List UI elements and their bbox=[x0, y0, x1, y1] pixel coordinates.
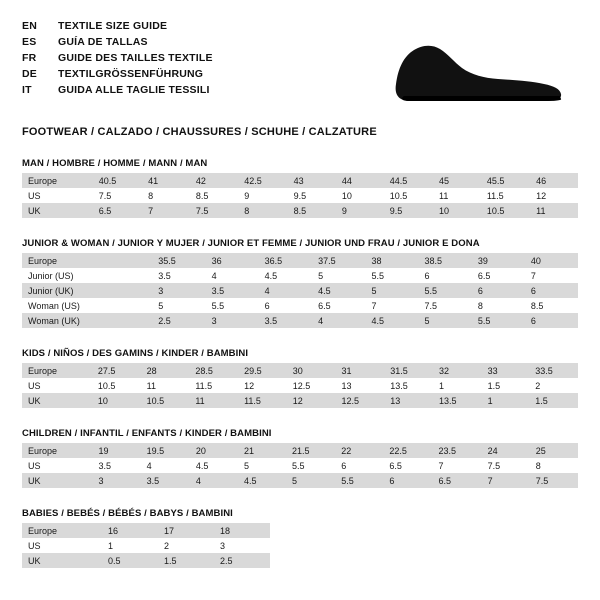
size-cell: 1.5 bbox=[529, 393, 578, 408]
size-cell: 4.5 bbox=[238, 473, 286, 488]
size-cell: 5 bbox=[286, 473, 335, 488]
size-cell: 7 bbox=[365, 298, 418, 313]
size-cell bbox=[100, 268, 152, 283]
size-cell: 6.5 bbox=[312, 298, 365, 313]
size-cell: 4 bbox=[206, 268, 259, 283]
row-label: Europe bbox=[22, 173, 93, 188]
size-cell: 19.5 bbox=[141, 443, 190, 458]
table-row bbox=[22, 173, 578, 188]
size-cell: 6.5 bbox=[433, 473, 482, 488]
table-row bbox=[22, 553, 270, 568]
size-cell: 1.5 bbox=[158, 553, 214, 568]
size-cell: 11 bbox=[141, 378, 190, 393]
size-cell: 22 bbox=[335, 443, 383, 458]
table-row bbox=[22, 538, 270, 553]
section-title: CHILDREN / INFANTIL / ENFANTS / KINDER / BAMBINI bbox=[22, 428, 272, 439]
size-cell: 41 bbox=[142, 173, 190, 188]
size-cell bbox=[100, 253, 152, 268]
language-code: IT bbox=[22, 84, 32, 96]
size-cell: 8 bbox=[238, 203, 287, 218]
row-label: US bbox=[22, 458, 93, 473]
language-title: GUIDE DES TAILLES TEXTILE bbox=[58, 52, 213, 64]
size-table bbox=[22, 173, 578, 218]
size-cell: 18 bbox=[214, 523, 270, 538]
size-cell: 1.5 bbox=[482, 378, 530, 393]
size-cell: 38 bbox=[365, 253, 418, 268]
size-cell: 12.5 bbox=[336, 393, 385, 408]
size-cell: 9 bbox=[336, 203, 384, 218]
table-row bbox=[22, 188, 578, 203]
size-cell: 35.5 bbox=[152, 253, 205, 268]
size-cell: 10.5 bbox=[481, 203, 530, 218]
size-cell: 33.5 bbox=[529, 363, 578, 378]
size-cell: 31.5 bbox=[384, 363, 433, 378]
size-cell: 3.5 bbox=[152, 268, 205, 283]
size-cell: 11 bbox=[433, 188, 481, 203]
size-cell: 24 bbox=[482, 443, 530, 458]
size-cell: 2.5 bbox=[214, 553, 270, 568]
size-cell: 12.5 bbox=[287, 378, 336, 393]
size-cell: 6 bbox=[525, 283, 578, 298]
table-row bbox=[22, 298, 578, 313]
size-cell: 10.5 bbox=[92, 378, 141, 393]
size-cell: 39 bbox=[472, 253, 525, 268]
language-code: ES bbox=[22, 36, 37, 48]
size-section bbox=[22, 238, 578, 328]
size-cell: 5 bbox=[419, 313, 472, 328]
document-header bbox=[22, 18, 578, 110]
size-tables-container bbox=[22, 158, 578, 568]
size-cell: 22.5 bbox=[383, 443, 432, 458]
size-cell: 7.5 bbox=[190, 203, 238, 218]
size-cell: 6 bbox=[383, 473, 432, 488]
size-cell: 11 bbox=[189, 393, 238, 408]
row-label: UK bbox=[22, 473, 93, 488]
table-row bbox=[22, 283, 578, 298]
size-cell: 16 bbox=[102, 523, 158, 538]
row-label: Woman (US) bbox=[22, 298, 100, 313]
language-code: EN bbox=[22, 20, 37, 32]
table-row bbox=[22, 443, 578, 458]
size-cell: 40.5 bbox=[93, 173, 142, 188]
language-row bbox=[22, 18, 578, 34]
size-cell: 4.5 bbox=[365, 313, 418, 328]
dress-shoe-icon bbox=[388, 38, 568, 108]
size-cell: 3.5 bbox=[206, 283, 259, 298]
row-label: Junior (US) bbox=[22, 268, 100, 283]
size-cell: 5 bbox=[365, 283, 418, 298]
size-cell: 7 bbox=[433, 458, 482, 473]
size-table bbox=[22, 443, 578, 488]
size-cell: 6 bbox=[335, 458, 383, 473]
size-cell: 33 bbox=[482, 363, 530, 378]
size-cell: 12 bbox=[238, 378, 287, 393]
size-cell: 42 bbox=[190, 173, 238, 188]
table-row bbox=[22, 203, 578, 218]
size-cell: 8 bbox=[472, 298, 525, 313]
size-cell: 45 bbox=[433, 173, 481, 188]
size-cell: 7 bbox=[142, 203, 190, 218]
size-cell: 6 bbox=[419, 268, 472, 283]
table-row bbox=[22, 253, 578, 268]
section-title: MAN / HOMBRE / HOMME / MANN / MAN bbox=[22, 158, 208, 169]
size-cell: 6.5 bbox=[472, 268, 525, 283]
size-cell: 0.5 bbox=[102, 553, 158, 568]
size-cell: 13 bbox=[384, 393, 433, 408]
size-cell: 5.5 bbox=[335, 473, 383, 488]
section-title: KIDS / NIÑOS / DES GAMINS / KINDER / BAMBINI bbox=[22, 348, 249, 359]
size-cell: 40 bbox=[525, 253, 578, 268]
size-cell: 1 bbox=[433, 378, 482, 393]
table-row bbox=[22, 378, 578, 393]
language-title: TEXTILGRÖSSENFÜHRUNG bbox=[58, 68, 204, 80]
size-cell: 28.5 bbox=[189, 363, 238, 378]
size-cell: 4 bbox=[141, 458, 190, 473]
size-cell: 9 bbox=[238, 188, 287, 203]
size-cell: 4 bbox=[190, 473, 238, 488]
size-cell: 25 bbox=[530, 443, 578, 458]
size-cell: 42.5 bbox=[238, 173, 287, 188]
size-section bbox=[22, 428, 578, 488]
size-cell bbox=[100, 283, 152, 298]
size-cell: 3 bbox=[152, 283, 205, 298]
size-table bbox=[22, 523, 270, 568]
size-cell: 43 bbox=[288, 173, 336, 188]
row-label: Europe bbox=[22, 523, 102, 538]
row-label: UK bbox=[22, 393, 92, 408]
size-cell: 8.5 bbox=[288, 203, 336, 218]
size-cell: 1 bbox=[482, 393, 530, 408]
size-cell: 3.5 bbox=[141, 473, 190, 488]
table-row bbox=[22, 473, 578, 488]
size-cell: 38.5 bbox=[419, 253, 472, 268]
size-cell: 31 bbox=[336, 363, 385, 378]
size-cell: 44.5 bbox=[384, 173, 433, 188]
size-cell: 21 bbox=[238, 443, 286, 458]
table-row bbox=[22, 313, 578, 328]
size-section bbox=[22, 508, 578, 568]
size-cell: 27.5 bbox=[92, 363, 141, 378]
size-cell: 13 bbox=[336, 378, 385, 393]
section-title: JUNIOR & WOMAN / JUNIOR Y MUJER / JUNIOR ET FEMME / JUNIOR UND FRAU / JUNIOR E DONA bbox=[22, 238, 480, 249]
row-label: UK bbox=[22, 553, 102, 568]
size-cell: 3 bbox=[214, 538, 270, 553]
size-cell: 4.5 bbox=[259, 268, 312, 283]
section-title: BABIES / BEBÉS / BÉBÉS / BABYS / BAMBINI bbox=[22, 508, 233, 519]
table-row bbox=[22, 393, 578, 408]
language-title: TEXTILE SIZE GUIDE bbox=[58, 20, 168, 32]
size-cell: 17 bbox=[158, 523, 214, 538]
size-cell: 4 bbox=[312, 313, 365, 328]
size-cell: 2 bbox=[158, 538, 214, 553]
size-cell: 6.5 bbox=[383, 458, 432, 473]
size-cell: 23.5 bbox=[433, 443, 482, 458]
size-cell: 3.5 bbox=[259, 313, 312, 328]
category-title: FOOTWEAR / CALZADO / CHAUSSURES / SCHUHE / CALZATURE bbox=[22, 126, 377, 138]
size-cell: 5.5 bbox=[206, 298, 259, 313]
language-title: GUIDA ALLE TAGLIE TESSILI bbox=[58, 84, 210, 96]
size-cell: 28 bbox=[141, 363, 190, 378]
size-cell: 32 bbox=[433, 363, 482, 378]
row-label: US bbox=[22, 378, 92, 393]
size-cell: 9.5 bbox=[288, 188, 336, 203]
size-cell: 7 bbox=[525, 268, 578, 283]
size-cell: 3.5 bbox=[93, 458, 141, 473]
size-cell: 2 bbox=[529, 378, 578, 393]
size-cell: 11.5 bbox=[481, 188, 530, 203]
size-cell: 12 bbox=[287, 393, 336, 408]
size-cell: 46 bbox=[530, 173, 578, 188]
size-cell: 5.5 bbox=[365, 268, 418, 283]
language-title: GUÍA DE TALLAS bbox=[58, 36, 148, 48]
size-cell: 8.5 bbox=[525, 298, 578, 313]
size-cell: 10 bbox=[336, 188, 384, 203]
size-cell: 1 bbox=[102, 538, 158, 553]
table-row bbox=[22, 523, 270, 538]
size-cell: 21.5 bbox=[286, 443, 335, 458]
row-label: US bbox=[22, 538, 102, 553]
size-cell: 3 bbox=[206, 313, 259, 328]
table-row bbox=[22, 268, 578, 283]
language-code: DE bbox=[22, 68, 37, 80]
size-cell: 7 bbox=[482, 473, 530, 488]
row-label: US bbox=[22, 188, 93, 203]
size-cell: 10 bbox=[433, 203, 481, 218]
row-label: Europe bbox=[22, 443, 93, 458]
size-cell: 29.5 bbox=[238, 363, 287, 378]
size-cell: 6 bbox=[525, 313, 578, 328]
size-cell: 20 bbox=[190, 443, 238, 458]
size-cell: 10.5 bbox=[384, 188, 433, 203]
size-cell: 45.5 bbox=[481, 173, 530, 188]
size-cell: 44 bbox=[336, 173, 384, 188]
size-cell: 11.5 bbox=[238, 393, 287, 408]
language-code: FR bbox=[22, 52, 37, 64]
size-cell: 8.5 bbox=[190, 188, 238, 203]
size-cell: 5.5 bbox=[419, 283, 472, 298]
size-cell: 7.5 bbox=[530, 473, 578, 488]
size-cell: 12 bbox=[530, 188, 578, 203]
size-section bbox=[22, 348, 578, 408]
size-cell: 13.5 bbox=[384, 378, 433, 393]
size-cell: 5.5 bbox=[472, 313, 525, 328]
size-cell: 7.5 bbox=[482, 458, 530, 473]
size-cell: 10 bbox=[92, 393, 141, 408]
size-cell: 8 bbox=[530, 458, 578, 473]
size-cell: 5 bbox=[152, 298, 205, 313]
size-section bbox=[22, 158, 578, 218]
size-cell: 9.5 bbox=[384, 203, 433, 218]
size-cell: 8 bbox=[142, 188, 190, 203]
size-cell: 6 bbox=[472, 283, 525, 298]
row-label: Europe bbox=[22, 253, 100, 268]
size-cell: 36.5 bbox=[259, 253, 312, 268]
size-cell: 37.5 bbox=[312, 253, 365, 268]
size-cell: 5 bbox=[312, 268, 365, 283]
size-cell: 4.5 bbox=[312, 283, 365, 298]
size-cell: 19 bbox=[93, 443, 141, 458]
size-cell: 4 bbox=[259, 283, 312, 298]
size-cell: 30 bbox=[287, 363, 336, 378]
row-label: Junior (UK) bbox=[22, 283, 100, 298]
size-table bbox=[22, 363, 578, 408]
size-table bbox=[22, 253, 578, 328]
size-cell: 11 bbox=[530, 203, 578, 218]
size-cell bbox=[100, 298, 152, 313]
size-cell: 7.5 bbox=[419, 298, 472, 313]
row-label: UK bbox=[22, 203, 93, 218]
size-cell: 10.5 bbox=[141, 393, 190, 408]
size-cell: 4.5 bbox=[190, 458, 238, 473]
size-cell: 5.5 bbox=[286, 458, 335, 473]
size-cell: 6 bbox=[259, 298, 312, 313]
size-cell bbox=[100, 313, 152, 328]
size-cell: 6.5 bbox=[93, 203, 142, 218]
table-row bbox=[22, 458, 578, 473]
size-cell: 11.5 bbox=[189, 378, 238, 393]
size-cell: 3 bbox=[93, 473, 141, 488]
size-cell: 36 bbox=[206, 253, 259, 268]
size-cell: 5 bbox=[238, 458, 286, 473]
row-label: Europe bbox=[22, 363, 92, 378]
size-cell: 7.5 bbox=[93, 188, 142, 203]
table-row bbox=[22, 363, 578, 378]
size-cell: 2.5 bbox=[152, 313, 205, 328]
size-cell: 13.5 bbox=[433, 393, 482, 408]
row-label: Woman (UK) bbox=[22, 313, 100, 328]
